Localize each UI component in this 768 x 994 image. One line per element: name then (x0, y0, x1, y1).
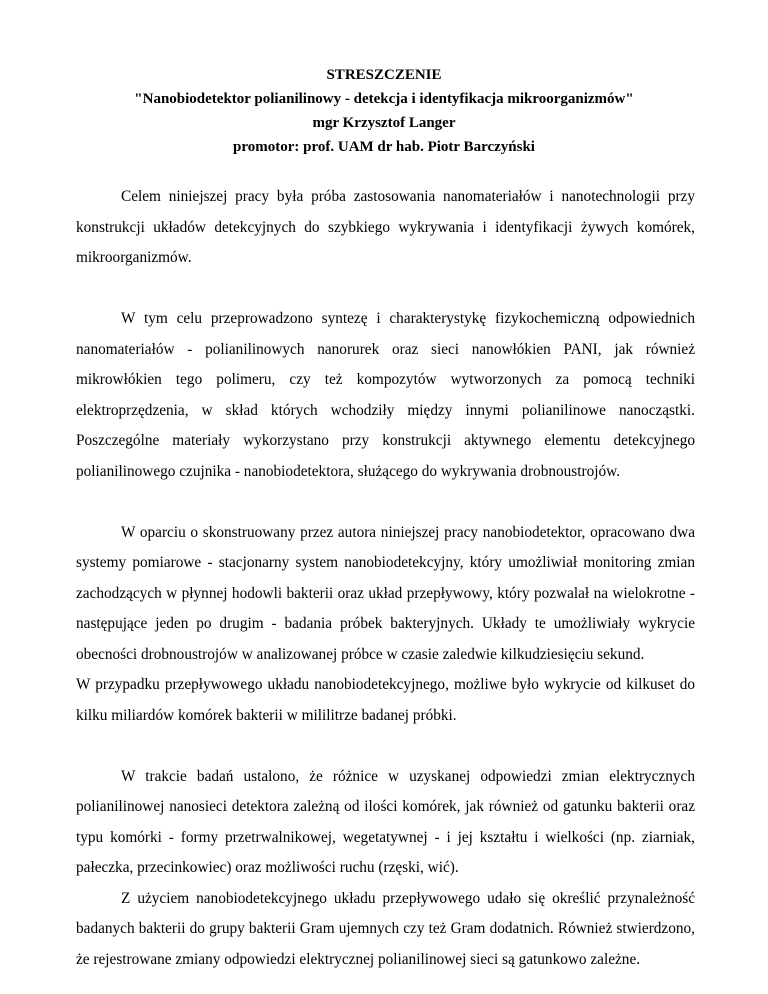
promotor-line: promotor: prof. UAM dr hab. Piotr Barczyński (233, 139, 535, 155)
paragraph-flow-detection: W przypadku przepływowego układu nanobiodetekcyjnego, możliwe było wykrycie od kilkuset do kilku miliardów komórek bakterii w mililitrze badanej próbki. (76, 676, 695, 724)
author-name: mgr Krzysztof Langer (312, 115, 456, 131)
document-title: STRESZCZENIE (326, 67, 442, 83)
document-body (76, 182, 695, 975)
paragraph-gram: Z użyciem nanobiodetekcyjnego układu przepływowego udało się określić przynależność badanych bakterii do grupy bakterii Gram ujemnych czy też Gram dodatnich. Również stwierdzono, że rejestrowane zmiany odpowiedzi elektrycznej polianilinowej sieci są gatunkowo zależne. (76, 889, 695, 968)
thesis-title: "Nanobiodetektor polianilinowy - detekcja i identyfikacja mikroorganizmów" (134, 91, 634, 107)
paragraph-synthesis: W tym celu przeprowadzono syntezę i charakterystykę fizykochemiczną odpowiednich nanomateriałów - polianilinowych nanorurek oraz sieci nanowłókien PANI, jak również mikrowłókien tego polimeru, czy też kompozytów wytworzonych za pomocą techniki elektroprzędzenia, w skład których wchodziły między innymi polianilinowe nanocząstki. Poszczególne materiały wykorzystano przy konstrukcji aktywnego elementu detekcyjnego polianilinowego czujnika - nanobiodetektora, służącego do wykrywania drobnoustrojów. (76, 310, 695, 480)
paragraph-systems: W oparciu o skonstruowany przez autora niniejszej pracy nanobiodetektor, opracowano dwa systemy pomiarowe - stacjonarny system nanobiodetekcyjny, który umożliwiał monitoring zmian zachodzących w płynnej hodowli bakterii oraz układ przepływowy, który pozwalał na wielokrotne - następujące jeden po drugim - badania próbek bakteryjnych. Układy te umożliwiały wykrycie obecności drobnoustrojów w analizowanej próbce w czasie zaledwie kilkudziesięciu sekund. (76, 523, 695, 663)
document-header (0, 63, 768, 159)
paragraph-aim: Celem niniejszej pracy była próba zastosowania nanomateriałów i nanotechnologii przy konstrukcji układów detekcyjnych do szybkiego wykrywania i identyfikacji żywych komórek, mikroorganizmów. (76, 188, 695, 266)
paragraph-findings: W trakcie badań ustalono, że różnice w uzyskanej odpowiedzi zmian elektrycznych polianilinowej nanosieci detektora zależną od ilości komórek, jak również od gatunku bakterii oraz typu komórki - formy przetrwalnikowej, wegetatywnej - i jej kształtu i wielkości (np. ziarniak, pałeczka, przecinkowiec) oraz możliwości ruchu (rzęski, wić). (76, 767, 695, 876)
